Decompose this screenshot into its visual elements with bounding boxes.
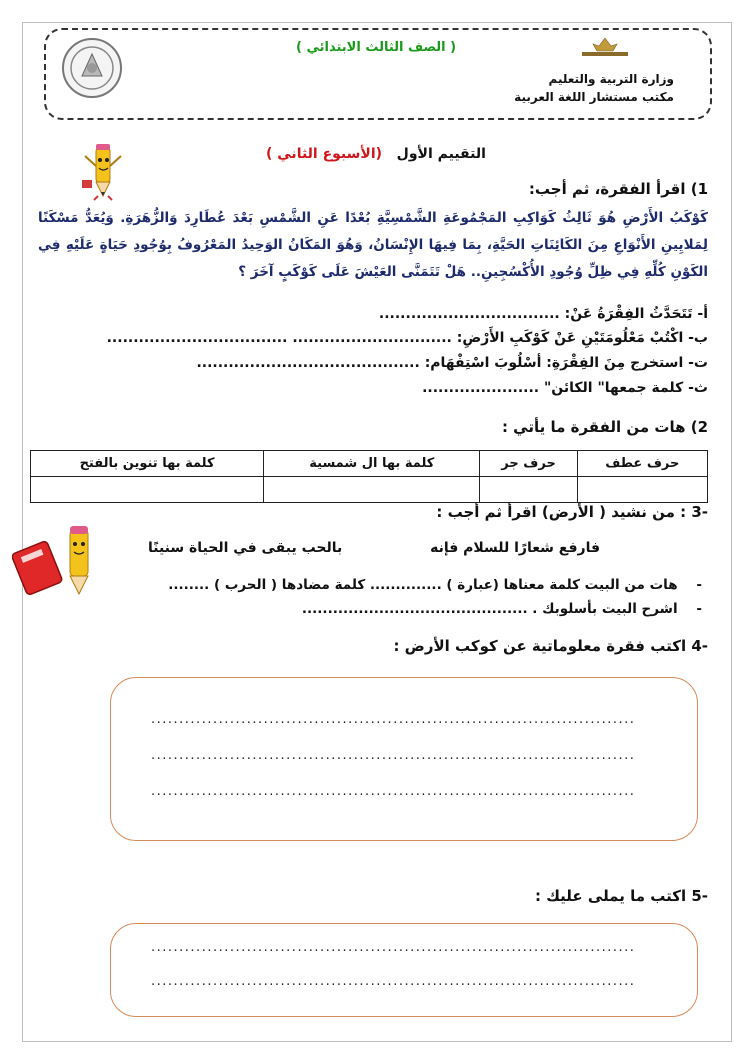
- table-answer-row: [31, 477, 708, 503]
- worksheet-header: [44, 28, 712, 120]
- ministry-emblem-icon: [580, 36, 630, 60]
- q1-item-a-answer-line[interactable]: ..................................: [378, 306, 560, 322]
- q1-item-b-text: ب- اكْتُبْ مَعْلُومَتَيْنِ عَنْ كَوْكَبِ الأَرْضِ:: [456, 330, 708, 346]
- q1-item-d: [422, 380, 708, 396]
- q1-item-b: [107, 330, 708, 346]
- table-col-shamsiyya: كلمة بها ال شمسية: [264, 451, 480, 477]
- assessment-week: (الأسبوع الثاني ): [266, 146, 383, 162]
- q4-writing-line-2[interactable]: ......................................................................................: [151, 748, 636, 763]
- book-pencil-mascot-icon: [12, 520, 102, 600]
- q3-item-2-text[interactable]: اشرح البيت بأسلوبك . ............................................: [301, 601, 678, 617]
- q1-item-a-text: أ- تَتَحَدَّثُ الفِقْرَةُ عَنْ:: [564, 306, 708, 322]
- q1-item-c-answer-line[interactable]: ..........................................: [196, 355, 420, 371]
- q4-writing-line-3[interactable]: ......................................................................................: [151, 784, 636, 799]
- q3-verse-right: فارفع شعارًا للسلام فإنه: [430, 540, 600, 556]
- assessment-title: [266, 146, 486, 162]
- office-name: مكتب مستشار اللغة العربية: [514, 90, 674, 104]
- table-col-tanween: حرف عطف: [577, 451, 707, 477]
- q3-heading: -3 : من نشيد ( الأرض) اقرأ ثم أجب :: [436, 503, 708, 521]
- table-col-preposition: حرف جر: [480, 451, 577, 477]
- table-cell[interactable]: [480, 477, 577, 503]
- q5-dictation-line-1[interactable]: ......................................................................................: [151, 940, 636, 955]
- q5-dictation-box[interactable]: [110, 923, 698, 1017]
- q1-item-c-text: ت- استخرج مِنَ الفِقْرَةِ: أسْلُوبَ اسْتِفْهَام:: [424, 355, 708, 371]
- q1-item-d-answer-line[interactable]: ......................: [422, 380, 540, 396]
- q3-item-1-bullet: -: [696, 577, 702, 593]
- table-cell[interactable]: [31, 477, 264, 503]
- table-col-conjunction: كلمة بها تنوين بالفتح: [31, 451, 264, 477]
- table-cell[interactable]: [577, 477, 707, 503]
- q1-item-d-text: ث- كلمة جمعها" الكائن": [543, 380, 708, 396]
- q1-heading: 1) اقرأ الفقرة، ثم أجب:: [528, 180, 708, 198]
- q1-item-b-answer-line-1[interactable]: ..............................: [292, 330, 452, 346]
- table-cell[interactable]: [264, 477, 480, 503]
- q3-item-1: [168, 577, 702, 593]
- q3-verse-left: بالحب يبقى في الحياة سنينًا: [148, 540, 343, 556]
- q5-dictation-line-2[interactable]: ......................................................................................: [151, 974, 636, 989]
- q2-answer-table: [30, 450, 708, 503]
- q1-item-a: [379, 306, 708, 322]
- ministry-name: وزارة التربية والتعليم: [548, 72, 674, 86]
- q5-heading: -5 اكتب ما يملى عليك :: [534, 887, 708, 905]
- q3-item-2: [302, 601, 702, 617]
- q1-item-b-answer-line-2[interactable]: ..................................: [106, 330, 288, 346]
- q1-paragraph: كَوْكَبُ الأَرْضِ هُوَ ثَالِثُ كَوَاكِبِ المَجْمُوعَةِ الشَّمْسِيَّةِ بُعْدًا عَنِ الشَّمْسِ بَعْدَ عُطَارِدَ وَالزُّهَرَةِ. وَيُعَدُّ مَسْكَنًا لِمَلايِينِ الأَنْوَاعِ مِنَ الكَائِنَاتِ الحَيَّةِ، بِمَا فِيهَا الإِنْسَانُ، وَهُوَ المَكَانُ الوَحِيدُ المَعْرُوفُ بِوُجُودِ حَيَاةٍ عَلَيْهِ فِي الكَوْنِ كُلِّهِ فِي ظِلِّ وُجُودِ الأُكْسُجِينِ.. هَلْ تَتَمَنَّى العَيْشَ عَلَى كَوْكَبٍ آخَرَ ؟: [38, 210, 708, 280]
- q2-heading: 2) هات من الفقرة ما يأتي :: [501, 418, 708, 436]
- q4-writing-line-1[interactable]: ......................................................................................: [151, 712, 636, 727]
- school-seal-icon: [60, 36, 124, 100]
- q4-heading: -4 اكتب فقرة معلوماتية عن كوكب الأرض :: [393, 637, 708, 655]
- pencil-mascot-icon: [80, 140, 126, 202]
- q1-item-c: [196, 355, 708, 371]
- grade-label: ( الصف الثالث الابتدائي ): [296, 40, 457, 55]
- q4-writing-box[interactable]: [110, 677, 698, 841]
- q3-item-1-text[interactable]: هات من البيت كلمة معناها (عبارة ) .............. كلمة مضادها ( الحرب ) ........: [168, 577, 678, 593]
- table-header-row: [31, 451, 708, 477]
- assessment-main-title: التقييم الأول: [396, 146, 486, 162]
- q3-item-2-bullet: -: [696, 601, 702, 617]
